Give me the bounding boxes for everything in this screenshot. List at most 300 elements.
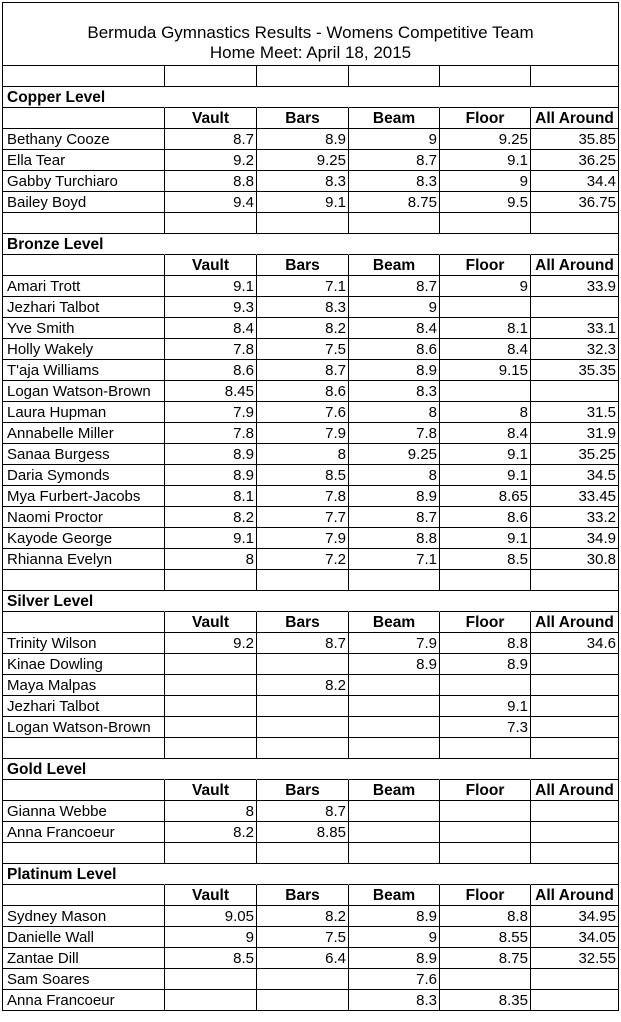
athlete-row [2,507,619,528]
score-bars[interactable]: 7.2 [257,549,349,570]
athlete-name[interactable]: Sydney Mason [2,906,165,927]
empty-cell[interactable] [349,864,440,885]
empty-cell[interactable] [531,87,619,108]
empty-cell[interactable] [2,612,165,633]
score-aa[interactable] [531,969,619,990]
score-beam[interactable]: 8.9 [349,360,440,381]
score-bars[interactable]: 7.6 [257,402,349,423]
score-vault[interactable]: 8.2 [165,822,257,843]
column-header-beam[interactable]: Beam [349,612,440,633]
score-floor[interactable]: 7.3 [440,717,531,738]
empty-cell[interactable] [531,864,619,885]
score-floor[interactable] [440,969,531,990]
score-beam[interactable]: 8.9 [349,486,440,507]
empty-cell[interactable] [165,759,257,780]
empty-cell[interactable] [2,108,165,129]
empty-cell[interactable] [440,864,531,885]
score-vault[interactable]: 8.8 [165,171,257,192]
empty-cell[interactable] [165,234,257,255]
score-aa[interactable] [531,717,619,738]
score-bars[interactable]: 8.7 [257,633,349,654]
score-beam[interactable]: 9 [349,129,440,150]
score-beam[interactable] [349,822,440,843]
score-bars[interactable]: 7.5 [257,927,349,948]
athlete-name[interactable]: Kayode George [2,528,165,549]
score-vault[interactable]: 9.3 [165,297,257,318]
athlete-name[interactable]: Ella Tear [2,150,165,171]
score-bars[interactable]: 8.3 [257,171,349,192]
score-vault[interactable]: 9.05 [165,906,257,927]
score-bars[interactable]: 6.4 [257,948,349,969]
column-header-vault[interactable]: Vault [165,108,257,129]
score-floor[interactable] [440,675,531,696]
empty-cell[interactable] [257,87,349,108]
score-beam[interactable]: 7.6 [349,969,440,990]
score-vault[interactable]: 7.9 [165,402,257,423]
score-aa[interactable] [531,654,619,675]
empty-cell[interactable] [349,738,440,759]
score-floor[interactable]: 9.25 [440,129,531,150]
athlete-row [2,297,619,318]
score-beam[interactable]: 8.3 [349,171,440,192]
column-header-row [2,780,619,801]
score-bars[interactable]: 8.9 [257,129,349,150]
column-header-beam[interactable]: Beam [349,255,440,276]
score-aa[interactable]: 32.3 [531,339,619,360]
empty-cell[interactable] [349,234,440,255]
column-header-vault[interactable]: Vault [165,885,257,906]
level-heading-row [2,87,619,108]
empty-cell[interactable] [257,570,349,591]
score-bars[interactable]: 9.1 [257,192,349,213]
empty-cell[interactable] [531,66,619,87]
athlete-name[interactable]: Jezhari Talbot [2,297,165,318]
empty-cell[interactable] [2,843,165,864]
empty-cell[interactable] [440,738,531,759]
score-aa[interactable]: 34.9 [531,528,619,549]
empty-cell[interactable] [349,591,440,612]
score-floor[interactable]: 8 [440,402,531,423]
score-vault[interactable]: 8.9 [165,444,257,465]
score-aa[interactable]: 34.05 [531,927,619,948]
score-bars[interactable]: 9.25 [257,150,349,171]
score-floor[interactable] [440,822,531,843]
score-floor[interactable]: 8.4 [440,339,531,360]
empty-cell[interactable] [165,738,257,759]
level-heading[interactable]: Copper Level [2,87,165,108]
score-beam[interactable]: 9 [349,927,440,948]
empty-cell[interactable] [349,759,440,780]
athlete-name[interactable]: Anna Francoeur [2,822,165,843]
results-sheet [2,2,619,1018]
athlete-name[interactable]: Danielle Wall [2,927,165,948]
score-aa[interactable] [531,675,619,696]
column-header-row [2,255,619,276]
score-vault[interactable]: 8.9 [165,465,257,486]
score-aa[interactable]: 35.85 [531,129,619,150]
empty-cell[interactable] [440,213,531,234]
athlete-name[interactable]: Holly Wakely [2,339,165,360]
empty-cell[interactable] [2,780,165,801]
score-vault[interactable]: 8.7 [165,129,257,150]
score-vault[interactable] [165,696,257,717]
score-aa[interactable]: 30.8 [531,549,619,570]
score-bars[interactable]: 8.2 [257,318,349,339]
empty-cell[interactable] [531,591,619,612]
score-floor[interactable]: 9.1 [440,696,531,717]
score-vault[interactable]: 9.2 [165,633,257,654]
score-floor[interactable] [440,801,531,822]
athlete-row [2,318,619,339]
score-floor[interactable]: 9.15 [440,360,531,381]
score-floor[interactable]: 8.8 [440,633,531,654]
score-beam[interactable]: 8 [349,402,440,423]
column-header-vault[interactable]: Vault [165,780,257,801]
score-aa[interactable]: 33.9 [531,276,619,297]
empty-cell[interactable] [257,738,349,759]
blank-row [2,738,619,759]
score-vault[interactable]: 9.4 [165,192,257,213]
score-aa[interactable]: 32.55 [531,948,619,969]
score-floor[interactable]: 9.1 [440,444,531,465]
score-bars[interactable]: 8.5 [257,465,349,486]
column-header-aa[interactable]: All Around [531,780,619,801]
column-header-bars[interactable]: Bars [257,780,349,801]
score-vault[interactable]: 8.6 [165,360,257,381]
empty-cell[interactable] [531,213,619,234]
score-vault[interactable]: 8.4 [165,318,257,339]
score-floor[interactable]: 8.75 [440,948,531,969]
athlete-name[interactable]: Bethany Cooze [2,129,165,150]
column-header-bars[interactable]: Bars [257,885,349,906]
empty-cell[interactable] [257,213,349,234]
score-bars[interactable]: 7.1 [257,276,349,297]
score-beam[interactable]: 8.75 [349,192,440,213]
athlete-name[interactable]: Mya Furbert-Jacobs [2,486,165,507]
score-bars[interactable] [257,696,349,717]
score-beam[interactable]: 8.3 [349,381,440,402]
empty-cell[interactable] [349,843,440,864]
empty-cell[interactable] [349,87,440,108]
blank-row [2,213,619,234]
score-beam[interactable]: 8.7 [349,150,440,171]
score-floor[interactable]: 8.5 [440,549,531,570]
column-header-floor[interactable]: Floor [440,885,531,906]
score-aa[interactable] [531,381,619,402]
level-heading[interactable]: Gold Level [2,759,165,780]
score-vault[interactable]: 8.45 [165,381,257,402]
empty-cell[interactable] [531,759,619,780]
level-heading[interactable]: Bronze Level [2,234,165,255]
athlete-name[interactable]: Logan Watson-Brown [2,381,165,402]
score-bars[interactable]: 7.9 [257,528,349,549]
score-aa[interactable]: 34.95 [531,906,619,927]
athlete-name[interactable]: Rhianna Evelyn [2,549,165,570]
blank-row [2,570,619,591]
empty-cell[interactable] [440,591,531,612]
score-beam[interactable]: 8.7 [349,507,440,528]
score-aa[interactable] [531,297,619,318]
score-beam[interactable]: 8.3 [349,990,440,1011]
score-aa[interactable]: 36.25 [531,150,619,171]
score-aa[interactable]: 33.1 [531,318,619,339]
athlete-row [2,339,619,360]
column-header-vault[interactable]: Vault [165,612,257,633]
empty-cell[interactable] [257,234,349,255]
column-header-floor[interactable]: Floor [440,612,531,633]
score-aa[interactable] [531,801,619,822]
empty-cell[interactable] [165,864,257,885]
column-header-beam[interactable]: Beam [349,780,440,801]
athlete-row [2,927,619,948]
empty-cell[interactable] [165,213,257,234]
athlete-row [2,402,619,423]
score-bars[interactable]: 7.8 [257,486,349,507]
athlete-row [2,129,619,150]
score-floor[interactable]: 8.35 [440,990,531,1011]
empty-cell[interactable] [440,66,531,87]
score-bars[interactable]: 7.7 [257,507,349,528]
empty-cell[interactable] [440,759,531,780]
score-beam[interactable]: 7.8 [349,423,440,444]
empty-cell[interactable] [2,66,165,87]
score-vault[interactable] [165,969,257,990]
score-bars[interactable]: 8.6 [257,381,349,402]
score-vault[interactable]: 7.8 [165,423,257,444]
empty-cell[interactable] [257,591,349,612]
empty-cell[interactable] [531,843,619,864]
score-aa[interactable]: 34.4 [531,171,619,192]
column-header-floor[interactable]: Floor [440,780,531,801]
athlete-name[interactable]: Trinity Wilson [2,633,165,654]
score-bars[interactable]: 8.7 [257,360,349,381]
empty-cell[interactable] [349,66,440,87]
athlete-row [2,444,619,465]
score-bars[interactable] [257,717,349,738]
score-floor[interactable]: 9.5 [440,192,531,213]
column-header-aa[interactable]: All Around [531,108,619,129]
empty-cell[interactable] [440,87,531,108]
score-bars[interactable]: 8.85 [257,822,349,843]
athlete-row [2,990,619,1011]
score-floor[interactable]: 9 [440,276,531,297]
athlete-name[interactable]: Yve Smith [2,318,165,339]
column-header-aa[interactable]: All Around [531,255,619,276]
sheet-title[interactable]: Bermuda Gymnastics Results - Womens Competitive Team [87,23,534,42]
empty-cell[interactable] [349,570,440,591]
column-header-bars[interactable]: Bars [257,612,349,633]
athlete-name[interactable]: Sanaa Burgess [2,444,165,465]
score-floor[interactable]: 8.8 [440,906,531,927]
score-vault[interactable]: 9 [165,927,257,948]
empty-cell[interactable] [2,885,165,906]
score-aa[interactable] [531,990,619,1011]
column-header-floor[interactable]: Floor [440,255,531,276]
score-floor[interactable] [440,381,531,402]
score-aa[interactable] [531,696,619,717]
score-floor[interactable]: 8.55 [440,927,531,948]
athlete-row [2,150,619,171]
athlete-name[interactable]: Gabby Turchiaro [2,171,165,192]
score-vault[interactable] [165,990,257,1011]
score-aa[interactable]: 33.2 [531,507,619,528]
score-beam[interactable]: 8 [349,465,440,486]
athlete-row [2,948,619,969]
score-aa[interactable]: 34.6 [531,633,619,654]
score-aa[interactable]: 31.9 [531,423,619,444]
level-heading[interactable]: Silver Level [2,591,165,612]
score-vault[interactable]: 8.5 [165,948,257,969]
score-bars[interactable]: 8.2 [257,675,349,696]
athlete-name[interactable]: Jezhari Talbot [2,696,165,717]
score-beam[interactable]: 7.9 [349,633,440,654]
score-beam[interactable] [349,696,440,717]
athlete-row [2,381,619,402]
score-aa[interactable]: 34.5 [531,465,619,486]
score-aa[interactable]: 31.5 [531,402,619,423]
empty-cell[interactable] [349,213,440,234]
score-vault[interactable]: 8 [165,801,257,822]
score-vault[interactable] [165,675,257,696]
score-beam[interactable]: 8.8 [349,528,440,549]
athlete-name[interactable]: Gianna Webbe [2,801,165,822]
athlete-name[interactable]: Daria Symonds [2,465,165,486]
score-floor[interactable]: 8.4 [440,423,531,444]
score-beam[interactable]: 9 [349,297,440,318]
empty-cell[interactable] [165,87,257,108]
score-aa[interactable]: 35.35 [531,360,619,381]
column-header-beam[interactable]: Beam [349,108,440,129]
column-header-row [2,885,619,906]
score-floor[interactable]: 8.9 [440,654,531,675]
athlete-row [2,192,619,213]
level-heading[interactable]: Platinum Level [2,864,165,885]
score-beam[interactable] [349,717,440,738]
score-beam[interactable] [349,675,440,696]
score-beam[interactable]: 8.7 [349,276,440,297]
score-beam[interactable]: 8.4 [349,318,440,339]
score-beam[interactable]: 9.25 [349,444,440,465]
athlete-name[interactable]: Logan Watson-Brown [2,717,165,738]
empty-cell[interactable] [257,66,349,87]
empty-cell[interactable] [440,843,531,864]
athlete-name[interactable]: Kinae Dowling [2,654,165,675]
column-header-aa[interactable]: All Around [531,612,619,633]
score-beam[interactable]: 8.9 [349,654,440,675]
score-vault[interactable]: 9.1 [165,276,257,297]
score-aa[interactable] [531,822,619,843]
level-heading-row [2,591,619,612]
athlete-row [2,465,619,486]
athlete-name[interactable]: Anna Francoeur [2,990,165,1011]
score-vault[interactable] [165,654,257,675]
score-beam[interactable]: 8.9 [349,906,440,927]
sheet-subtitle[interactable]: Home Meet: April 18, 2015 [209,43,412,62]
score-vault[interactable]: 8 [165,549,257,570]
score-aa[interactable]: 35.25 [531,444,619,465]
score-bars[interactable]: 8.3 [257,297,349,318]
athlete-name[interactable]: Sam Soares [2,969,165,990]
athlete-name[interactable]: Maya Malpas [2,675,165,696]
score-floor[interactable]: 8.65 [440,486,531,507]
score-vault[interactable]: 9.1 [165,528,257,549]
empty-cell[interactable] [165,591,257,612]
column-header-bars[interactable]: Bars [257,255,349,276]
score-vault[interactable] [165,717,257,738]
score-vault[interactable]: 7.8 [165,339,257,360]
score-vault[interactable]: 8.1 [165,486,257,507]
score-aa[interactable]: 36.75 [531,192,619,213]
score-bars[interactable]: 8 [257,444,349,465]
athlete-name[interactable]: Amari Trott [2,276,165,297]
score-bars[interactable]: 7.5 [257,339,349,360]
score-bars[interactable] [257,990,349,1011]
empty-cell[interactable] [2,738,165,759]
score-beam[interactable]: 8.9 [349,948,440,969]
score-bars[interactable]: 7.9 [257,423,349,444]
empty-cell[interactable] [165,570,257,591]
score-floor[interactable]: 9.1 [440,528,531,549]
empty-cell[interactable] [165,843,257,864]
score-floor[interactable]: 8.6 [440,507,531,528]
empty-cell[interactable] [531,234,619,255]
score-bars[interactable] [257,969,349,990]
score-beam[interactable] [349,801,440,822]
empty-cell[interactable] [2,255,165,276]
empty-cell[interactable] [257,843,349,864]
score-vault[interactable]: 9.2 [165,150,257,171]
empty-cell[interactable] [440,570,531,591]
athlete-name[interactable]: T'aja Williams [2,360,165,381]
athlete-name[interactable]: Laura Hupman [2,402,165,423]
score-bars[interactable]: 8.2 [257,906,349,927]
score-floor[interactable] [440,297,531,318]
score-floor[interactable]: 8.1 [440,318,531,339]
athlete-row [2,633,619,654]
score-bars[interactable] [257,654,349,675]
empty-cell[interactable] [165,66,257,87]
score-floor[interactable]: 9.1 [440,465,531,486]
empty-cell[interactable] [531,738,619,759]
column-header-bars[interactable]: Bars [257,108,349,129]
athlete-row [2,675,619,696]
athlete-name[interactable]: Naomi Proctor [2,507,165,528]
empty-cell[interactable] [531,570,619,591]
score-vault[interactable]: 8.2 [165,507,257,528]
score-bars[interactable]: 8.7 [257,801,349,822]
athlete-name[interactable]: Annabelle Miller [2,423,165,444]
empty-cell[interactable] [257,759,349,780]
athlete-row [2,696,619,717]
score-floor[interactable]: 9.1 [440,150,531,171]
athlete-name[interactable]: Bailey Boyd [2,192,165,213]
column-header-vault[interactable]: Vault [165,255,257,276]
athlete-name[interactable]: Zantae Dill [2,948,165,969]
score-aa[interactable]: 33.45 [531,486,619,507]
athlete-row [2,801,619,822]
score-floor[interactable]: 9 [440,171,531,192]
score-beam[interactable]: 7.1 [349,549,440,570]
empty-cell[interactable] [2,213,165,234]
score-beam[interactable]: 8.6 [349,339,440,360]
column-header-floor[interactable]: Floor [440,108,531,129]
column-header-beam[interactable]: Beam [349,885,440,906]
empty-cell[interactable] [440,234,531,255]
column-header-aa[interactable]: All Around [531,885,619,906]
athlete-row [2,906,619,927]
empty-cell[interactable] [257,864,349,885]
empty-cell[interactable] [2,570,165,591]
